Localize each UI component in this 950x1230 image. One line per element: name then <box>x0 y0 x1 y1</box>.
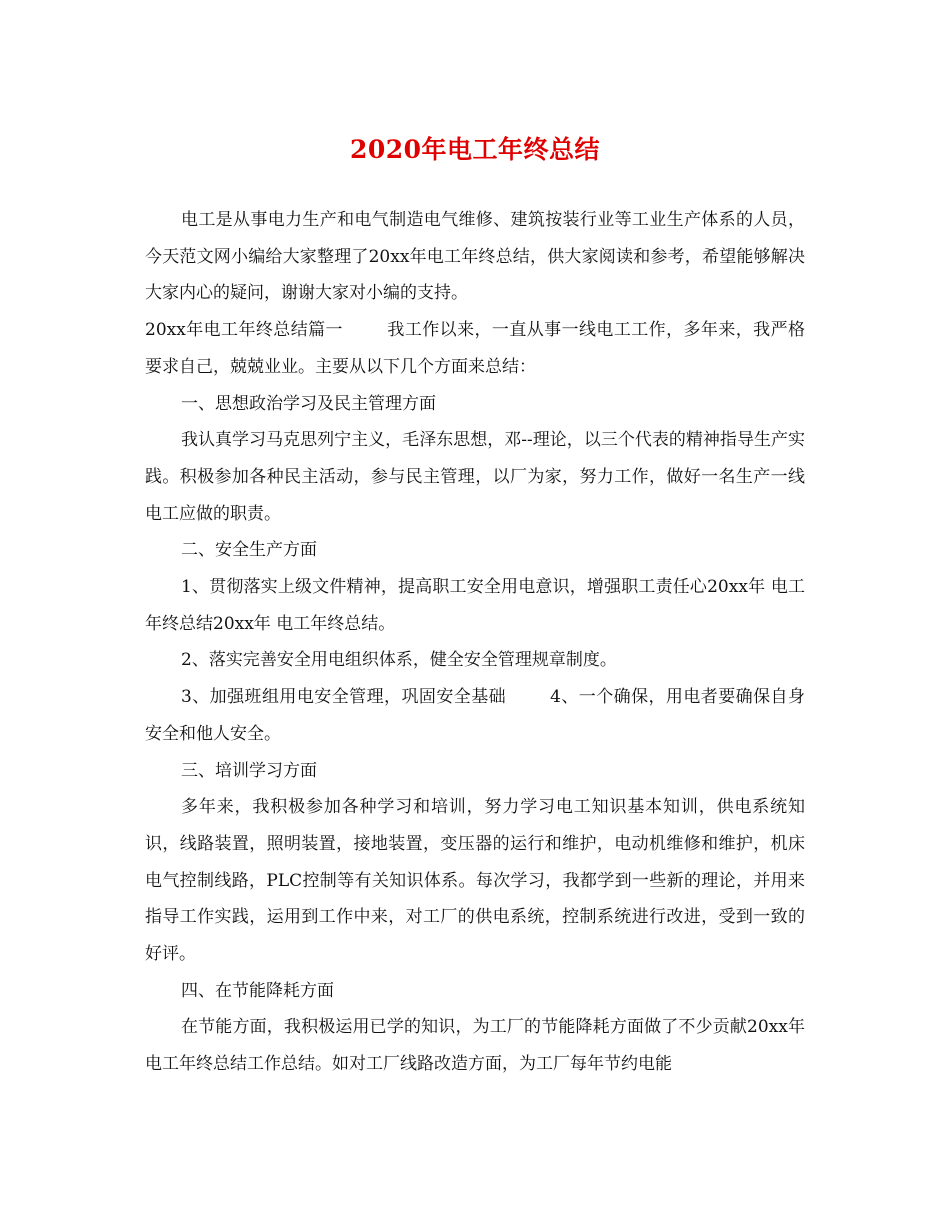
opening-paragraph: 我工作以来，一直从事一线电工工作，多年来，我严格要求自己，兢兢业业。主要从以下几个方面来总结： <box>145 320 805 377</box>
document-body <box>145 202 805 1083</box>
paragraph-safety-3: 3、加强班组用电安全管理，巩固安全基础 <box>181 687 507 708</box>
section-heading-line <box>145 312 805 385</box>
paragraph-energy: 在节能方面，我积极运用已学的知识，为工厂的节能降耗方面做了不少贡献20xx年 电工年终总结工作总结。如对工厂线路改造方面，为工厂每年节约电能 <box>145 1017 805 1075</box>
section-heading-4: 四、在节能降耗方面 <box>181 980 334 1001</box>
paragraph-safety-1: 1、贯彻落实上级文件精神，提高职工安全用电意识，增强职工责任心20xx年 电工年终总结20xx年 电工年终总结。 <box>145 577 805 634</box>
intro-paragraph: 电工是从事电力生产和电气制造电气维修、建筑按装行业等工业生产体系的人员，今天范文网小编给大家整理了20xx年电工年终总结，供大家阅读和参考，希望能够解决大家内心的疑问，谢谢大家对小编的支持。 <box>145 210 805 304</box>
paragraph-politics: 我认真学习马克思列宁主义，毛泽东思想，邓--理论，以三个代表的精神指导生产实践。积极参加各种民主活动，参与民主管理，以厂为家，努力工作，做好一名生产一线电工应做的职责。 <box>145 430 805 524</box>
section-heading-3: 三、培训学习方面 <box>181 760 317 781</box>
paragraph-safety-4: 4、一个确保，用电者要确保自身安全和他人安全。 <box>145 687 805 744</box>
document-title: 2020年电工年终总结 <box>349 135 601 164</box>
article-heading: 20xx年电工年终总结篇一 <box>145 320 343 341</box>
paragraph-safety-3-line <box>145 679 805 752</box>
section-heading-2: 二、安全生产方面 <box>181 540 317 561</box>
paragraph-training: 多年来，我积极参加各种学习和培训，努力学习电工知识基本知训，供电系统知识，线路装置，照明装置，接地装置，变压器的运行和维护，电动机维修和维护，机床电气控制线路，PLC控制等有关知识体系。每次学习，我都学到一些新的理论，并用来指导工作实践，运用到工作中来，对工厂的供电系统，控制系统进行改进，受到一致的好评。 <box>145 797 805 965</box>
section-heading-1: 一、思想政治学习及民主管理方面 <box>181 393 436 414</box>
paragraph-safety-2: 2、落实完善安全用电组织体系，健全安全管理规章制度。 <box>181 650 617 671</box>
